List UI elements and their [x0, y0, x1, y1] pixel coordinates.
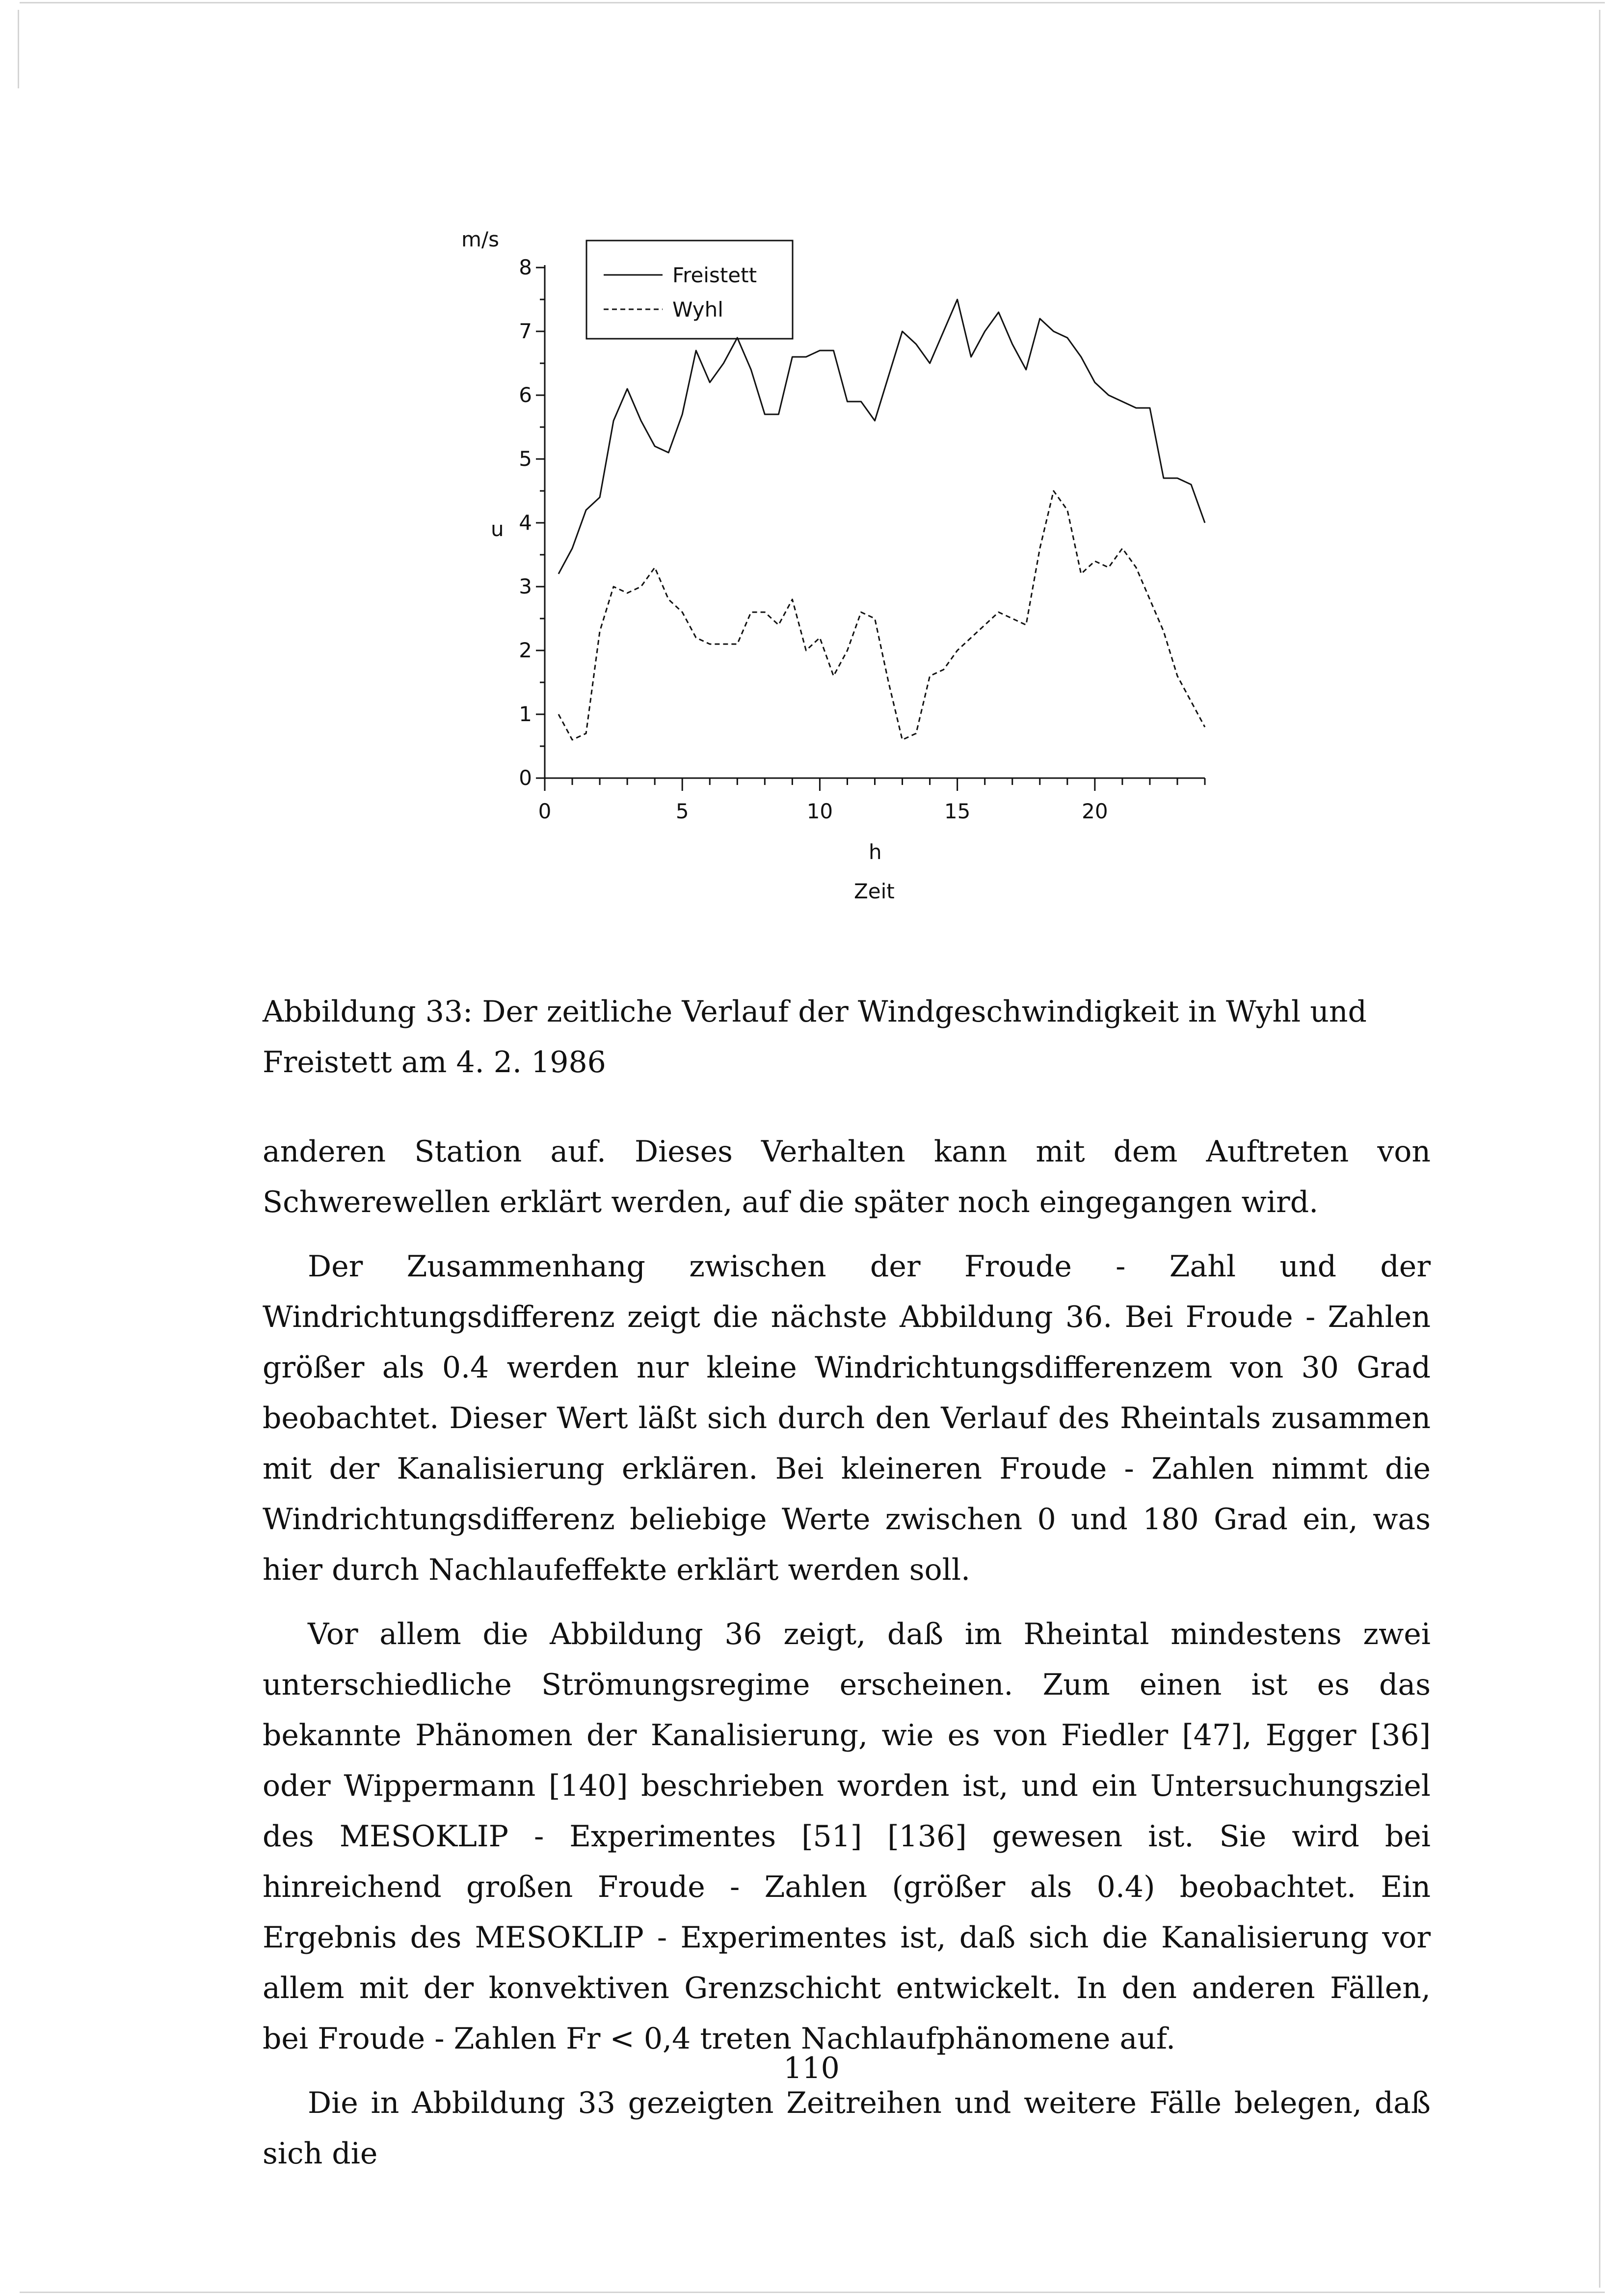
y-tick-label: 7 — [519, 319, 532, 343]
series-line-wyhl — [559, 491, 1205, 740]
y-unit-label: m/s — [461, 227, 499, 251]
legend-freistett-label: Freistett — [672, 263, 757, 287]
scan-edge-right — [1599, 10, 1600, 2288]
chart-canvas — [442, 206, 1237, 918]
wind-speed-chart — [442, 206, 1237, 918]
legend-box — [586, 241, 793, 339]
y-tick-label: 3 — [519, 574, 532, 598]
paragraph-3: Vor allem die Abbildung 36 zeigt, daß im Rheintal mindestens zwei unterschiedliche Strömungsregime erscheinen. Zum einen ist es das bekannte Phänomen der Kanalisierung, wie es von Fiedler [47], Egger [36] oder Wippermann [140] beschrieben worden ist, und ein Untersuchungsziel des MESOKLIP - Experimentes [51] [136] gewesen ist. Sie wird bei hinreichend großen Froude - Zahlen (größer als 0.4) beobachtet. Ein Ergebnis des MESOKLIP - Experimentes ist, daß sich die Kanalisierung vor allem mit der konvektiven Grenzschicht entwickelt. In den anderen Fällen, bei Froude - Zahlen Fr < 0,4 treten Nachlaufphänomene auf. — [263, 1617, 1431, 2056]
x-axis-label: Zeit — [854, 879, 895, 903]
series-line-freistett — [559, 299, 1205, 574]
y-axis-label: u — [491, 517, 504, 541]
y-tick-label: 2 — [519, 638, 532, 662]
caption-text: Der zeitliche Verlauf der Windgeschwindigkeit in Wyhl und Freistett am 4. 2. 1986 — [263, 995, 1367, 1080]
page-number: 110 — [783, 2051, 840, 2085]
paragraph-2: Der Zusammenhang zwischen der Froude - Zahl und der Windrichtungsdifferenz zeigt die nächste Abbildung 36. Bei Froude - Zahlen größer als 0.4 werden nur kleine Windrichtungsdifferenzem von 30 Grad beobachtet. Dieser Wert läßt sich durch den Verlauf des Rheintals zusammen mit der Kanalisierung erklären. Bei kleineren Froude - Zahlen nimmt die Windrichtungsdifferenz beliebige Werte zwischen 0 und 180 Grad ein, was hier durch Nachlaufeffekte erklärt werden soll. — [263, 1249, 1431, 1587]
x-tick-label: 15 — [944, 799, 971, 823]
paragraph-4: Die in Abbildung 33 gezeigten Zeitreihen und weitere Fälle belegen, daß sich die — [263, 2086, 1431, 2171]
y-tick-label: 4 — [519, 511, 532, 535]
x-tick-label: 5 — [675, 799, 689, 823]
y-tick-label: 5 — [519, 447, 532, 471]
scan-edge-bottom — [20, 2292, 1605, 2293]
legend-wyhl-label: Wyhl — [672, 297, 723, 322]
y-tick-label: 1 — [519, 702, 532, 726]
x-tick-label: 0 — [538, 799, 552, 823]
y-tick-label: 0 — [519, 766, 532, 790]
x-tick-label: 20 — [1082, 799, 1108, 823]
figure-caption — [263, 987, 1431, 1088]
y-tick-label: 6 — [519, 383, 532, 407]
scan-edge-top — [20, 2, 1605, 3]
y-tick-label: 8 — [519, 255, 532, 279]
x-unit-label: h — [869, 840, 882, 864]
body-text — [263, 1127, 1431, 2193]
caption-label: Abbildung 33: — [263, 995, 473, 1029]
paragraph-1: anderen Station auf. Dieses Verhalten kann mit dem Auftreten von Schwerewellen erklärt werden, auf die später noch eingegangen wird. — [263, 1134, 1431, 1219]
x-tick-label: 10 — [806, 799, 833, 823]
scan-edge-left — [18, 10, 19, 88]
